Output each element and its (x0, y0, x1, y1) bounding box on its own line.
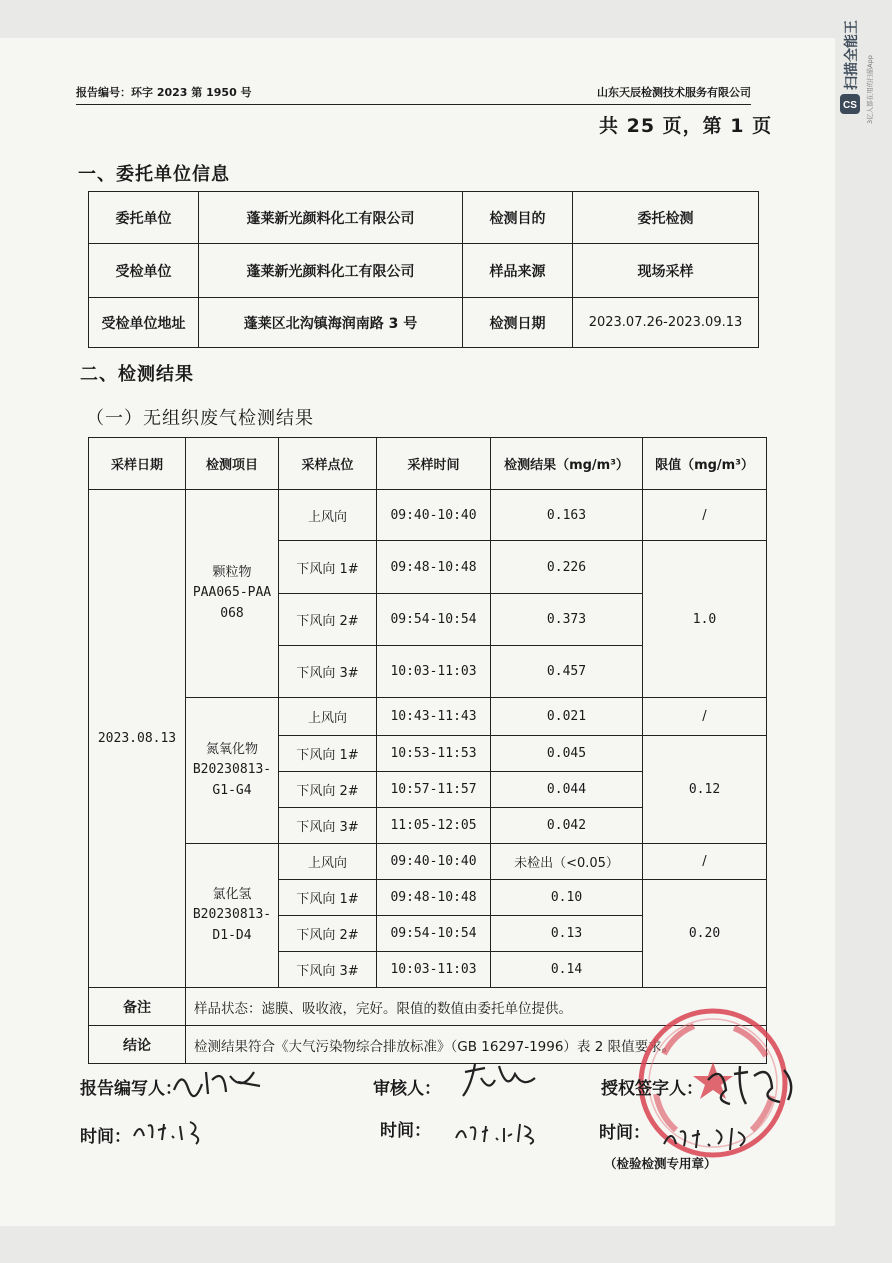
sampling-point: 下风向 3# (279, 952, 377, 988)
writer-date-handwritten (130, 1112, 210, 1148)
time-label-reviewer: 时间： (380, 1121, 431, 1141)
section1-title: 一、委托单位信息 (78, 164, 230, 185)
result-value: 0.457 (491, 646, 643, 698)
test-date-label: 检测日期 (463, 298, 573, 348)
limit-value: 1.0 (643, 541, 767, 698)
reviewer-date-handwritten (452, 1116, 544, 1148)
sampling-time: 09:54-10:54 (377, 916, 491, 952)
header-cell: 采样时间 (377, 438, 491, 490)
sampling-point: 下风向 2# (279, 772, 377, 808)
result-value: 0.10 (491, 880, 643, 916)
client-value: 蓬莱新光颜料化工有限公司 (199, 192, 463, 244)
stamp-note: （检验检测专用章） (604, 1156, 717, 1171)
app-logo-text: CS (843, 100, 857, 111)
limit-value: / (643, 844, 767, 880)
purpose-label: 检测目的 (463, 192, 573, 244)
section2-subtitle: （一）无组织废气检测结果 (86, 408, 314, 429)
result-value: 0.14 (491, 952, 643, 988)
app-name-text: 扫描全能王 (844, 20, 860, 90)
sampling-point: 下风向 1# (279, 541, 377, 594)
sampling-time: 09:40-10:40 (377, 844, 491, 880)
sampling-time: 10:57-11:57 (377, 772, 491, 808)
authorizer-signature (700, 1060, 804, 1110)
client-info-row (89, 192, 759, 244)
header-cell: 检测结果（mg/m³） (491, 438, 643, 490)
sampling-point: 下风向 1# (279, 880, 377, 916)
sampling-point: 上风向 (279, 698, 377, 736)
limit-value: 0.20 (643, 880, 767, 988)
time-label-writer: 时间： (80, 1127, 131, 1147)
sampling-point: 上风向 (279, 490, 377, 541)
result-value: 0.13 (491, 916, 643, 952)
sampling-time: 09:48-10:48 (377, 880, 491, 916)
page-info: 共 25 页，第 1 页 (599, 115, 773, 137)
table-row (89, 844, 767, 880)
result-value: 0.044 (491, 772, 643, 808)
result-value: 0.021 (491, 698, 643, 736)
limit-value: 0.12 (643, 736, 767, 844)
reviewer-signature (455, 1058, 545, 1102)
result-value: 0.226 (491, 541, 643, 594)
address-label: 受检单位地址 (89, 298, 199, 348)
reviewer-label: 审核人： (373, 1079, 441, 1099)
results-header-row (89, 438, 767, 490)
result-value: 0.045 (491, 736, 643, 772)
authorizer-label: 授权签字人： (601, 1079, 703, 1099)
writer-label: 报告编写人： (80, 1079, 182, 1099)
sampling-time: 10:03-11:03 (377, 646, 491, 698)
writer-signature (168, 1062, 268, 1102)
header-cell: 检测项目 (186, 438, 279, 490)
conclusion-text: 检测结果符合《大气污染物综合排放标准》（GB 16297-1996）表 2 限值要求。 (186, 1026, 767, 1064)
sampling-time: 09:48-10:48 (377, 541, 491, 594)
sampling-time: 10:53-11:53 (377, 736, 491, 772)
sampling-time: 10:43-11:43 (377, 698, 491, 736)
sampling-point: 下风向 2# (279, 594, 377, 646)
test-date-value: 2023.07.26-2023.09.13 (573, 298, 759, 348)
header-cell: 限值（mg/m³） (643, 438, 767, 490)
results-table (88, 437, 767, 1064)
sample-source-value: 现场采样 (573, 244, 759, 298)
purpose-value: 委托检测 (573, 192, 759, 244)
sampling-time: 09:40-10:40 (377, 490, 491, 541)
authorizer-date-handwritten (660, 1118, 760, 1154)
app-slogan-text: 3亿人都在用的扫描App (866, 55, 874, 124)
remark-label: 备注 (89, 988, 186, 1026)
remark-text: 样品状态：滤膜、吸收液，完好。限值的数值由委托单位提供。 (186, 988, 767, 1026)
client-info-row (89, 244, 759, 298)
result-value: 0.163 (491, 490, 643, 541)
sampling-point: 下风向 3# (279, 646, 377, 698)
sampling-date: 2023.08.13 (89, 490, 186, 988)
sampling-point: 下风向 1# (279, 736, 377, 772)
sampling-time: 11:05-12:05 (377, 808, 491, 844)
header-cell: 采样日期 (89, 438, 186, 490)
sampling-point: 下风向 3# (279, 808, 377, 844)
inspected-unit-value: 蓬莱新光颜料化工有限公司 (199, 244, 463, 298)
time-label-authorizer: 时间： (599, 1123, 650, 1143)
company-name: 山东天辰检测技术服务有限公司 (597, 86, 751, 99)
result-value: 0.373 (491, 594, 643, 646)
client-info-table (88, 191, 759, 348)
conclusion-label: 结论 (89, 1026, 186, 1064)
sample-source-label: 样品来源 (463, 244, 573, 298)
sampling-point: 下风向 2# (279, 916, 377, 952)
test-item: 氮氧化物 B20230813- G1-G4 (186, 698, 279, 844)
report-number: 报告编号：环字 2023 第 1950 号 (76, 86, 252, 99)
limit-value: / (643, 490, 767, 541)
table-row (89, 490, 767, 541)
sampling-time: 09:54-10:54 (377, 594, 491, 646)
limit-value: / (643, 698, 767, 736)
inspected-unit-label: 受检单位 (89, 244, 199, 298)
header-cell: 采样点位 (279, 438, 377, 490)
test-item: 颗粒物 PAA065-PAA 068 (186, 490, 279, 698)
address-value: 蓬莱区北沟镇海润南路 3 号 (199, 298, 463, 348)
result-value: 未检出（<0.05） (491, 844, 643, 880)
section2-title: 二、检测结果 (80, 364, 194, 385)
client-info-row (89, 298, 759, 348)
scanner-app-badge (838, 14, 884, 124)
client-label: 委托单位 (89, 192, 199, 244)
test-item: 氯化氢 B20230813- D1-D4 (186, 844, 279, 988)
sampling-point: 上风向 (279, 844, 377, 880)
report-header (76, 80, 751, 105)
table-row (89, 698, 767, 736)
result-value: 0.042 (491, 808, 643, 844)
sampling-time: 10:03-11:03 (377, 952, 491, 988)
